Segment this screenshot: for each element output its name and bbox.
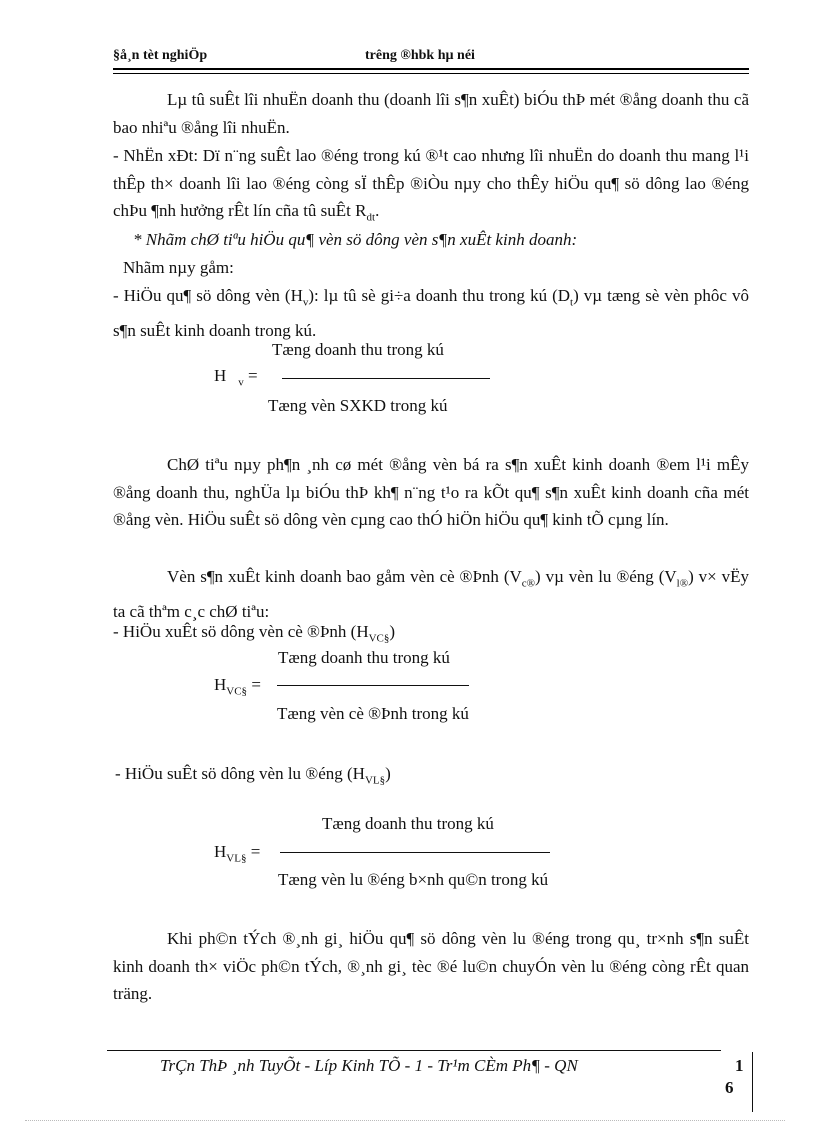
p5-b: ): lµ tû sè gi÷a doanh thu trong kú (D [308, 286, 571, 305]
formula-3-lhs [214, 842, 260, 864]
footer-rule [107, 1050, 721, 1051]
page-bottom-dotted-line [25, 1120, 785, 1121]
formula-2-lhs [214, 675, 261, 697]
f1-h: H [214, 366, 227, 385]
paragraph-1: Lµ tû suÊt lîi nhuËn doanh thu (doanh lîi s¶n xuÊt) biÓu thÞ mét ®ång doanh thu cã bao nhiªu ®ång lîi nhuËn. [113, 90, 749, 137]
working-capital-heading [113, 760, 749, 795]
f3-sub: VL§ [226, 852, 247, 865]
paragraph-conclusion: Khi ph©n tÝch ®¸nh gi¸ hiÖu qu¶ sö dông vèn lu ®éng trong qu¸ tr×nh s¶n suÊt kinh doanh th× viÖc ph©n tÝch, ®¸nh gi¸ tèc ®é lu©n chuyÓn vèn lu ®éng còng rÊt quan träng. [113, 929, 749, 1003]
f3-eq: = [250, 842, 261, 861]
p5-c: ) vµ tæng sè vèn phôc vô s¶n suÊt kinh doanh trong kú. [113, 286, 750, 340]
f2-h: H [214, 675, 227, 694]
formula-2-denominator: Tæng vèn cè ®Þnh trong kú [277, 704, 469, 723]
p7-c: ) v× vËy ta cã thªm c¸c chØ tiªu: [113, 567, 749, 621]
formula-3-bar [280, 852, 550, 853]
group-intro: Nhãm nµy gåm: [123, 258, 234, 277]
footer-vertical-rule [752, 1052, 753, 1112]
p8-a: - HiÖu xuÊt sö dông vèn cè ®Þnh (H [113, 622, 369, 641]
p7-sub1: c® [521, 577, 536, 590]
page-number-digit-1: 1 [735, 1056, 744, 1075]
paragraph-2 [113, 142, 749, 232]
p7-b: ) vµ vèn lu ®éng (V [535, 567, 677, 586]
p9-end: ) [385, 764, 391, 783]
p8-end: ) [389, 622, 396, 641]
f3-h: H [214, 842, 227, 861]
paragraph-2-text: - NhËn xÐt: Dï n¨ng suÊt lao ®éng trong kú ®¹t cao nhưng lîi nhuËn do doanh thu mang l¹i thÊp th× doanh lîi lao ®éng còng sÏ thÊp ®iÒu nµy cho thÊy hiÖu qu¶ sö dông lao ®éng chÞu ¶nh hưởng rÊt lín cña tû suÊt R [113, 146, 749, 220]
paragraph-capital-efficiency [113, 282, 749, 344]
page-number-digit-2: 6 [725, 1078, 734, 1097]
formula-2-numerator: Tæng doanh thu trong kú [278, 648, 450, 667]
formula-1-denominator: Tæng vèn SXKD trong kú [268, 396, 448, 415]
paragraph-2-end: . [375, 201, 380, 220]
header-rule-thin [113, 73, 749, 74]
formula-2-bar [277, 685, 469, 686]
formula-1-numerator: Tæng doanh thu trong kú [272, 340, 444, 359]
p5-sub: v [302, 296, 309, 309]
formula-3-numerator: Tæng doanh thu trong kú [322, 814, 494, 833]
group-heading: * Nhãm chØ tiªu hiÖu qu¶ vèn sö dông vèn s¶n xuÊt kinh doanh: [133, 230, 578, 249]
p5-sub2: t [570, 296, 574, 309]
formula-1-lhs [214, 366, 258, 388]
paragraph-capital-types [113, 563, 749, 625]
paragraph-2-sub: dt [366, 211, 376, 224]
f2-sub: VC§ [226, 685, 248, 698]
p9-sub: VL§ [364, 774, 386, 787]
f1-sub: v [238, 376, 244, 389]
formula-1-bar [282, 378, 490, 379]
header-left: §å¸n tèt nghiÖp [113, 48, 208, 63]
p8-sub: VC§ [368, 632, 390, 645]
header-center: trêng ®hbk hµ néi [365, 48, 475, 63]
f1-eq: = [248, 366, 258, 385]
p7-sub2: l® [676, 577, 689, 590]
header-rule-thick [113, 68, 749, 70]
f2-eq: = [251, 675, 261, 694]
paragraph-explanation: ChØ tiªu nµy ph¶n ¸nh cø mét ®ång vèn bá ra s¶n xuÊt kinh doanh ®em l¹i mÊy ®ång doanh thu, nghÜa lµ biÓu thÞ kh¶ n¨ng t¹o ra kÕt qu¶ s¶n xuÊt kinh doanh cña mét ®ång vèn. HiÖu suÊt sö dông vèn cµng cao thÓ hiÖn hiÖu qu¶ kinh tÕ cµng lín. [113, 455, 749, 529]
footer-text: TrÇn ThÞ ¸nh TuyÕt - Líp Kinh TÕ - 1 - Tr¹m CÈm Ph¶ - QN [160, 1056, 578, 1075]
p5-a: - HiÖu qu¶ sö dông vèn (H [113, 286, 303, 305]
p7-a: Vèn s¶n xuÊt kinh doanh bao gåm vèn cè ®Þnh (V [167, 567, 522, 586]
p9-a: - HiÖu suÊt sö dông vèn lu ®éng (H [115, 764, 365, 783]
formula-3-denominator: Tæng vèn lu ®éng b×nh qu©n trong kú [278, 870, 549, 889]
